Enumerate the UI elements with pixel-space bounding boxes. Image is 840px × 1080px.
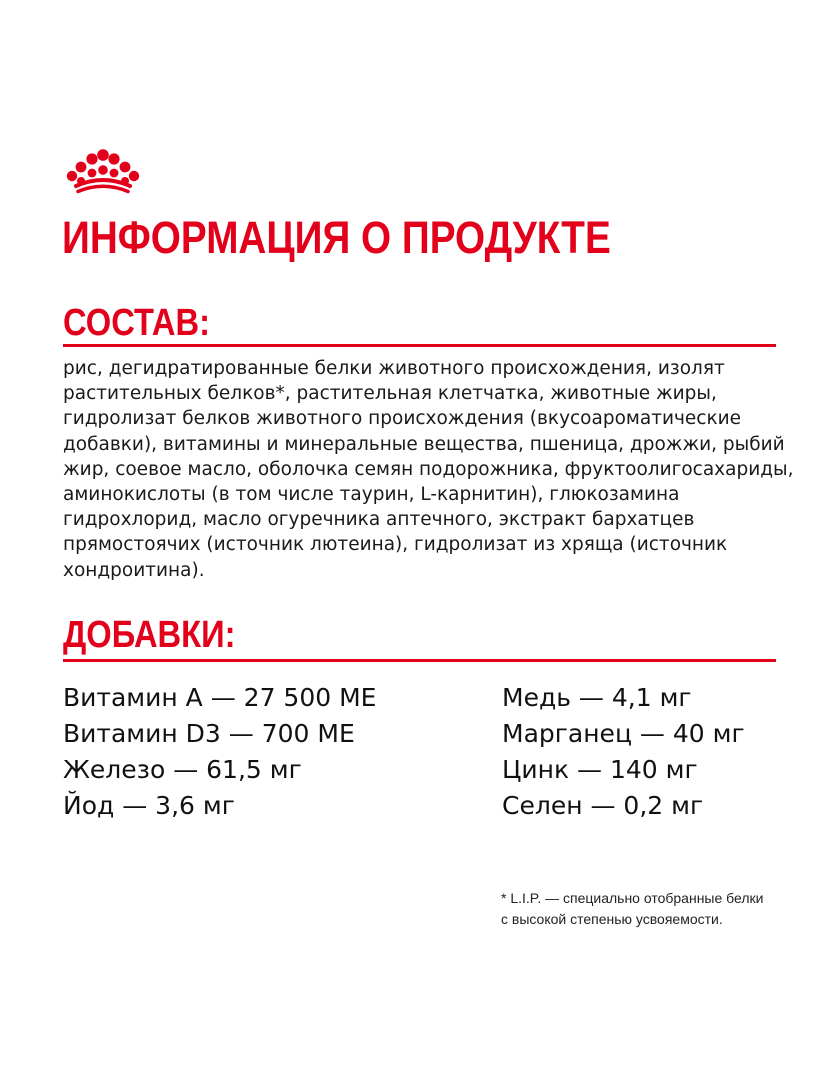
footnote-line: * L.I.P. — специально отобранные белки xyxy=(501,890,764,906)
composition-text: рис, дегидратированные белки животного происхождения, изолят растительных белков*, растительная клетчатка, животные жиры, гидролизат белков животного происхождения (вкусоароматические добавки), витамины и минеральные вещества, пшеница, дрожжи, рыбий жир, соевое масло, оболочка семян подорожника, фруктоолигосахариды, аминокислоты (в том числе таурин, L-карнитин), глюкозамина гидрохлорид, масло огуречника аптечного, экстракт бархатцев прямостоячих (источник лютеина), гидролизат из хряща (источник хондроитина). xyxy=(63,358,794,581)
supplements-list-left xyxy=(63,680,376,824)
supplement-item: Витамин D3 — 700 МЕ xyxy=(63,719,355,748)
supplement-item: Селен — 0,2 мг xyxy=(502,791,704,820)
crown-dot xyxy=(76,162,87,173)
crown-dot xyxy=(110,169,119,178)
crown-band xyxy=(78,186,128,191)
crown-dot xyxy=(86,153,97,164)
crown-dot xyxy=(108,153,119,164)
composition-heading: СОСТАВ: xyxy=(63,302,210,344)
crown-dot xyxy=(97,149,109,161)
supplement-item: Цинк — 140 мг xyxy=(502,755,698,784)
supplements-list-right xyxy=(502,680,745,824)
footnote xyxy=(501,888,763,930)
crown-dot xyxy=(88,169,97,178)
supplement-item: Железо — 61,5 мг xyxy=(63,755,302,784)
composition-divider xyxy=(63,344,776,347)
crown-dot xyxy=(67,171,77,181)
supplements-divider xyxy=(63,659,776,662)
supplement-item: Медь — 4,1 мг xyxy=(502,683,692,712)
footnote-line: с высокой степенью усвояемости. xyxy=(501,911,723,927)
supplement-item: Марганец — 40 мг xyxy=(502,719,745,748)
supplement-item: Витамин А — 27 500 МЕ xyxy=(63,683,377,712)
crown-dot xyxy=(98,165,108,175)
crown-dot xyxy=(120,162,131,173)
crown-dot xyxy=(129,171,139,181)
supplement-item: Йод — 3,6 мг xyxy=(63,791,235,820)
page-title: ИНФОРМАЦИЯ О ПРОДУКТЕ xyxy=(62,212,611,263)
supplements-heading: ДОБАВКИ: xyxy=(63,614,236,656)
crown-icon xyxy=(66,148,140,194)
